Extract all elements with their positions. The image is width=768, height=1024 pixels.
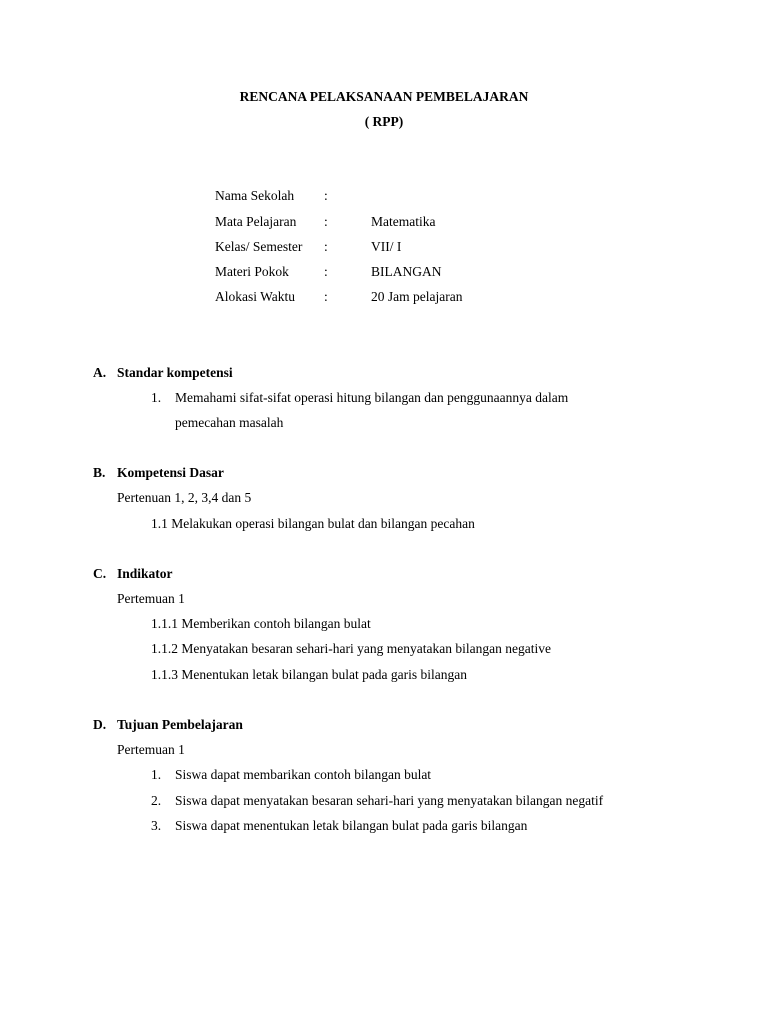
identity-label: Mata Pelajaran [215,214,297,229]
identity-colon: : [324,289,328,304]
identity-value: Matematika [371,214,436,229]
identity-value: 20 Jam pelajaran [371,289,463,304]
meeting-label: Pertemuan 1 [117,742,185,757]
list-item: Memahami sifat-sifat operasi hitung bilangan dan penggunaannya dalam [175,390,569,405]
section-letter: B. [93,465,106,480]
list-item-continuation: pemecahan masalah [175,415,284,430]
meeting-label: Pertenuan 1, 2, 3,4 dan 5 [117,490,252,505]
identity-colon: : [324,188,328,203]
document-title: RENCANA PELAKSANAAN PEMBELAJARAN [239,89,529,104]
list-item: 1.1.1 Memberikan contoh bilangan bulat [151,616,371,631]
section-letter: C. [93,566,107,581]
identity-label: Materi Pokok [215,264,289,279]
section-letter: D. [93,717,107,732]
list-number: 3. [151,818,162,833]
list-item: 1.1.2 Menyatakan besaran sehari-hari yang menyatakan bilangan negative [151,641,551,656]
identity-label: Kelas/ Semester [215,239,303,254]
list-item: 1.1 Melakukan operasi bilangan bulat dan bilangan pecahan [151,516,475,531]
section-title: Standar kompetensi [117,365,233,380]
identity-colon: : [324,264,328,279]
list-item: Siswa dapat menyatakan besaran sehari-hari yang menyatakan bilangan negatif [175,793,604,808]
list-item: 1.1.3 Menentukan letak bilangan bulat pada garis bilangan [151,667,468,682]
identity-value: VII/ I [371,239,402,254]
section-title: Kompetensi Dasar [117,465,224,480]
section-title: Indikator [117,566,173,581]
document-subtitle: ( RPP) [364,114,404,129]
list-number: 1. [151,767,162,782]
section-letter: A. [93,365,107,380]
section-title: Tujuan Pembelajaran [117,717,243,732]
list-item: Siswa dapat membarikan contoh bilangan bulat [175,767,432,782]
identity-colon: : [324,239,328,254]
identity-label: Nama Sekolah [215,188,295,203]
meeting-label: Pertemuan 1 [117,591,185,606]
identity-label: Alokasi Waktu [215,289,296,304]
list-item: Siswa dapat menentukan letak bilangan bulat pada garis bilangan [175,818,528,833]
list-number: 2. [151,793,162,808]
identity-value: BILANGAN [371,264,442,279]
identity-colon: : [324,214,328,229]
list-number: 1. [151,390,162,405]
